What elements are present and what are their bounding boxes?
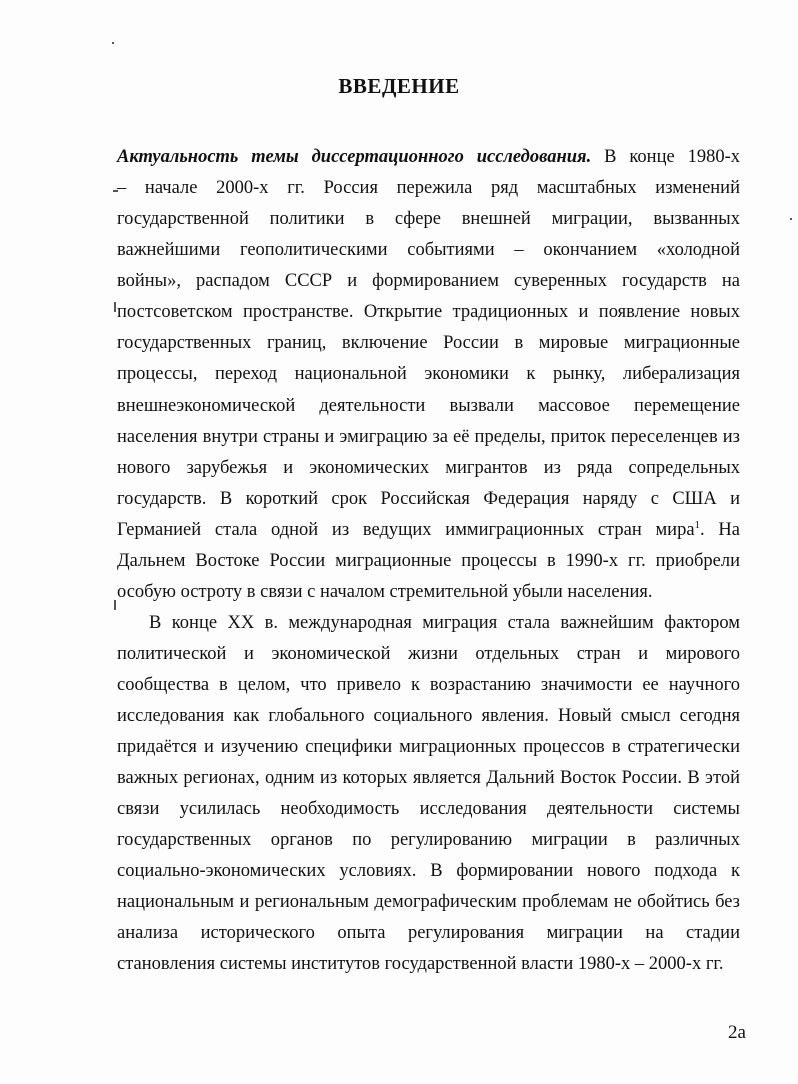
scan-speck: [790, 218, 792, 220]
page-title: ВВЕДЕНИЕ: [338, 74, 460, 98]
text-span: В конце 1980-х: [591, 147, 741, 167]
text-line: становления системы институтов государственной власти 1980-х – 2000-х гг.: [117, 954, 724, 974]
text-line: придаётся и изучению специфики миграционных процессов в стратегически: [117, 737, 740, 757]
text-line: сообщества в целом, что привело к возрастанию значимости ее научного: [117, 675, 740, 695]
text-line: [117, 145, 740, 169]
margin-mark: [114, 302, 116, 312]
margin-mark: [114, 600, 116, 610]
text-line: нового зарубежья и экономических мигрантов из ряда сопредельных: [117, 458, 740, 478]
text-line: [117, 518, 740, 542]
text-line: важных регионах, одним из которых является Дальний Восток России. В этой: [117, 768, 740, 788]
scan-speck: [112, 42, 114, 44]
footnote-marker: 1: [694, 518, 701, 531]
text-line: войны», распадом СССР и формированием суверенных государств на: [117, 271, 740, 291]
text-line: внешнеэкономической деятельности вызвали массовое перемещение: [117, 396, 740, 416]
text-line: государственных органов по регулированию миграции в различных: [117, 830, 740, 850]
text-line: – начале 2000-х гг. Россия пережила ряд масштабных изменений: [117, 178, 740, 198]
text-line: связи усилилась необходимость исследования деятельности системы: [117, 799, 740, 819]
text-line: исследования как глобального социального явления. Новый смысл сегодня: [117, 706, 740, 726]
lead-phrase: Актуальность темы диссертационного исследования.: [117, 147, 592, 167]
text-line: процессы, переход национальной экономики к рынку, либерализация: [117, 364, 740, 384]
text-line: государственной политики в сфере внешней миграции, вызванных: [117, 209, 740, 229]
text-line: особую остроту в связи с началом стремительной убыли населения.: [117, 582, 653, 602]
text-line: государств. В короткий срок Российская Федерация наряду с США и: [117, 489, 740, 509]
text-line: политической и экономической жизни отдельных стран и мирового: [117, 644, 740, 664]
text-line: социально-экономических условиях. В формировании нового подхода к: [117, 861, 740, 881]
text-span: Германией стала одной из ведущих иммиграционных стран мира: [117, 520, 695, 540]
text-line: анализа исторического опыта регулирования миграции на стадии: [117, 923, 740, 943]
text-line: постсоветском пространстве. Открытие традиционных и появление новых: [117, 302, 740, 322]
text-line: национальным и региональным демографическим проблемам не обойтись без: [117, 892, 740, 912]
text-line: важнейшими геополитическими событиями – окончанием «холодной: [117, 240, 740, 260]
text-line: населения внутри страны и эмиграцию за её пределы, приток переселенцев из: [117, 427, 740, 447]
text-line: государственных границ, включение России в мировые миграционные: [117, 333, 740, 353]
page-number: 2а: [728, 1022, 746, 1043]
text-line: В конце XX в. международная миграция стала важнейшим фактором: [149, 613, 740, 633]
text-span: . На: [700, 520, 740, 540]
text-line: Дальнем Востоке России миграционные процессы в 1990-х гг. приобрели: [117, 551, 740, 571]
